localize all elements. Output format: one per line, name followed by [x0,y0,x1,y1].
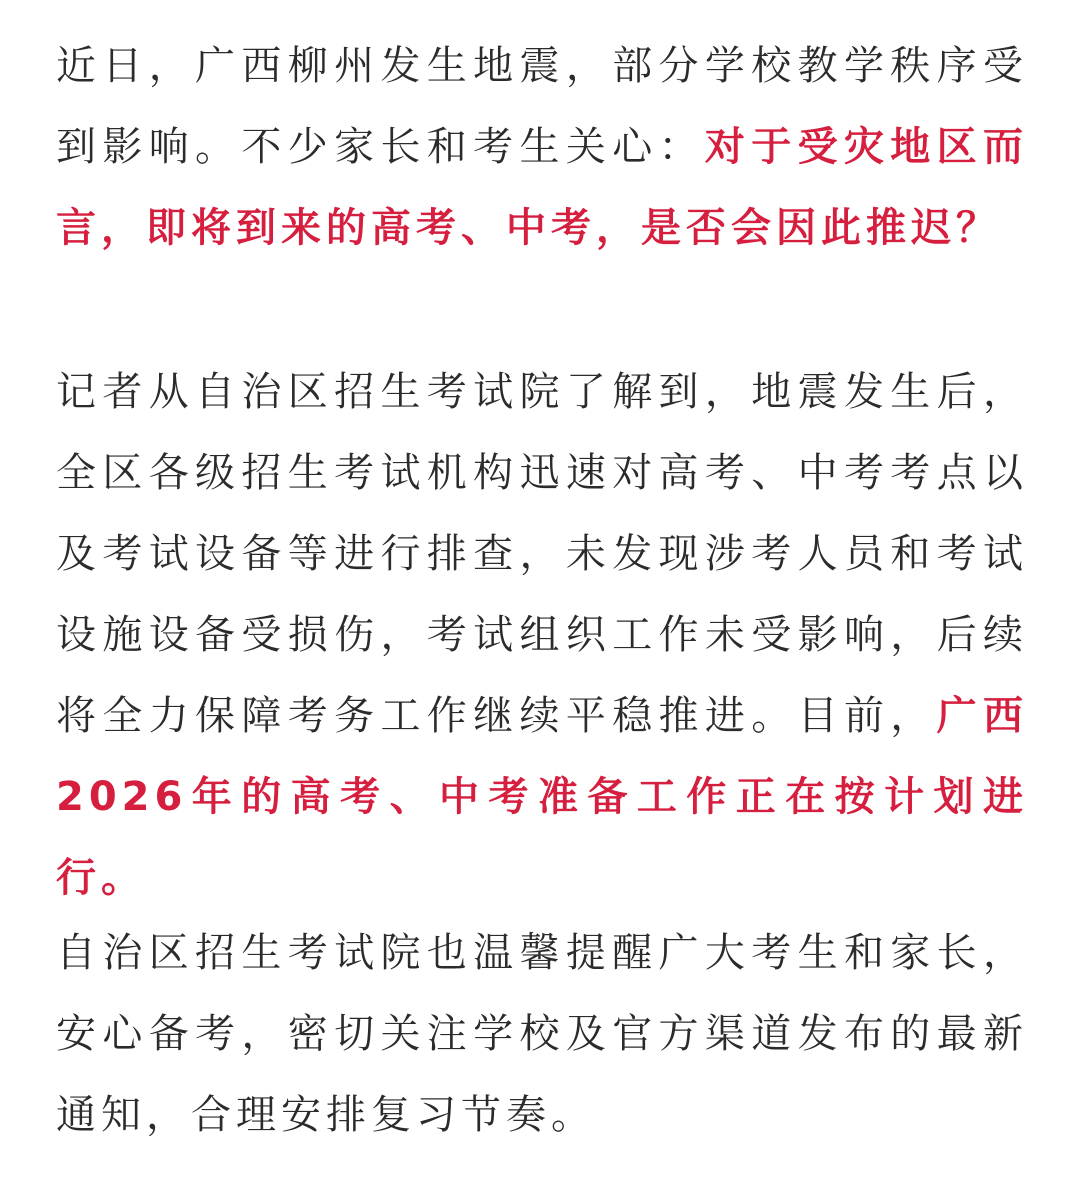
paragraph-3-text: 自治区招生考试院也温馨提醒广大考生和家长，安心备考，密切关注学校及官方渠道发布的最新通知，合理安排复习节奏。 [56,930,1028,1138]
paragraph-2-highlight: 广西2026年的高考、中考准备工作正在按计划进行。 [56,693,1029,901]
paragraph-1-text: 近日，广西柳州发生地震，部分学校教学秩序受到影响。不少家长和考生关心： [56,43,1028,170]
paragraph-2 [56,352,1028,919]
paragraph-3 [56,913,1028,1156]
paragraph-1 [56,26,1028,269]
paragraph-2-text: 记者从自治区招生考试院了解到，地震发生后，全区各级招生考试机构迅速对高考、中考考点以及考试设备等进行排查，未发现涉考人员和考试设施设备受损伤，考试组织工作未受影响，后续将全力保障考务工作继续平稳推进。目前， [56,369,1028,739]
paragraph-1-highlight: 对于受灾地区而言，即将到来的高考、中考，是否会因此推迟？ [56,124,1029,251]
